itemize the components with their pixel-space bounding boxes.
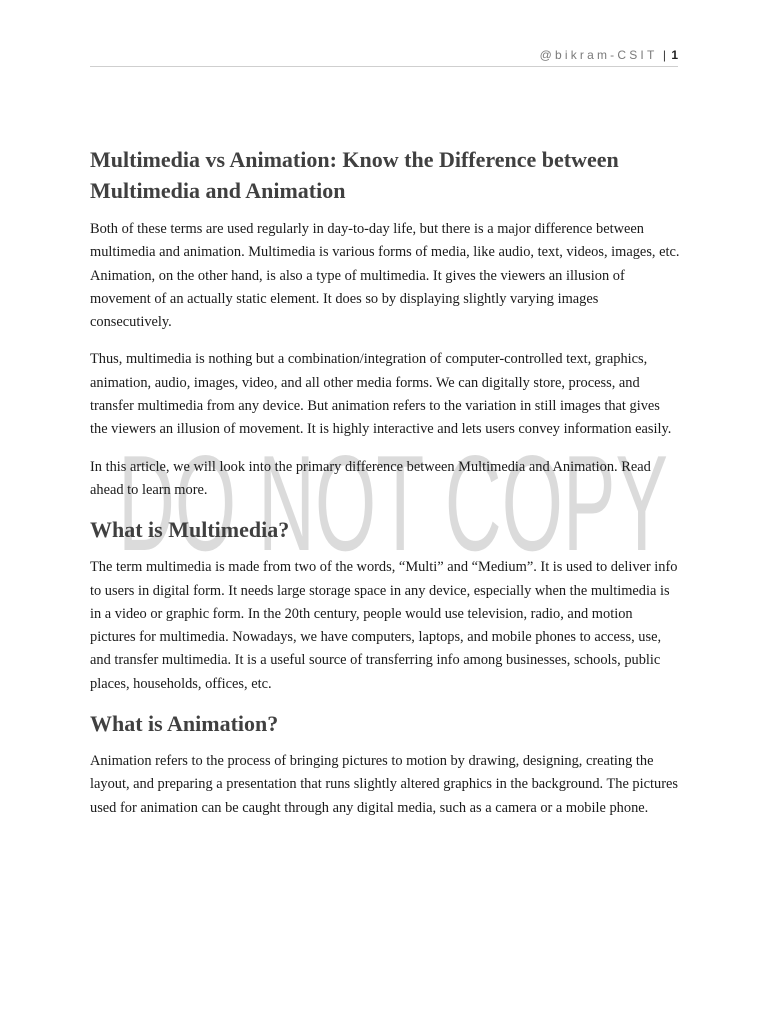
section-heading-multimedia: What is Multimedia? <box>90 517 290 543</box>
section-paragraph-multimedia: The term multimedia is made from two of the words, “Multi” and “Medium”. It is used to deliver info to users in digital form. It needs large storage space in any device, especially when the multimedia is in a video or graphic form. In the 20th century, people would use television, radio, and motion pictures for multimedia. Nowadays, we have computers, laptops, and mobile phones to access, use, and transfer multimedia. It is a useful source of transferring info among businesses, schools, public places, households, offices, etc. <box>90 559 678 692</box>
article <box>90 144 680 834</box>
header-separator: | <box>662 48 666 62</box>
page-header <box>90 46 678 67</box>
article-title: Multimedia vs Animation: Know the Difference between Multimedia and Animation <box>90 147 619 203</box>
intro-paragraph: In this article, we will look into the primary difference between Multimedia and Animation. Read ahead to learn more. <box>90 458 651 498</box>
watermark-text: DO NOT COPY <box>118 427 668 579</box>
section-heading-animation: What is Animation? <box>90 711 279 737</box>
intro-paragraph: Thus, multimedia is nothing but a combination/integration of computer-controlled text, graphics, animation, audio, images, video, and all other media forms. We can digitally store, process, and transfer multimedia from any device. But animation refers to the variation in still images that gives the viewers an illusion of movement. It is highly interactive and lets users convey information easily. <box>90 351 672 438</box>
intro-paragraph: Both of these terms are used regularly in day-to-day life, but there is a major difference between multimedia and animation. Multimedia is various forms of media, like audio, text, videos, images, etc. Animation, on the other hand, is also a type of multimedia. It gives the viewers an illusion of movement of an actually static element. It does so by displaying slightly varying images consecutively. <box>90 221 680 331</box>
section-paragraph-animation: Animation refers to the process of bringing pictures to motion by drawing, designing, creating the layout, and preparing a presentation that runs slightly altered graphics in the background. The pictures used for animation can be caught through any digital media, such as a camera or a mobile phone. <box>90 753 678 816</box>
header-author: @bikram-CSIT <box>539 48 658 62</box>
page-number: 1 <box>671 48 678 62</box>
